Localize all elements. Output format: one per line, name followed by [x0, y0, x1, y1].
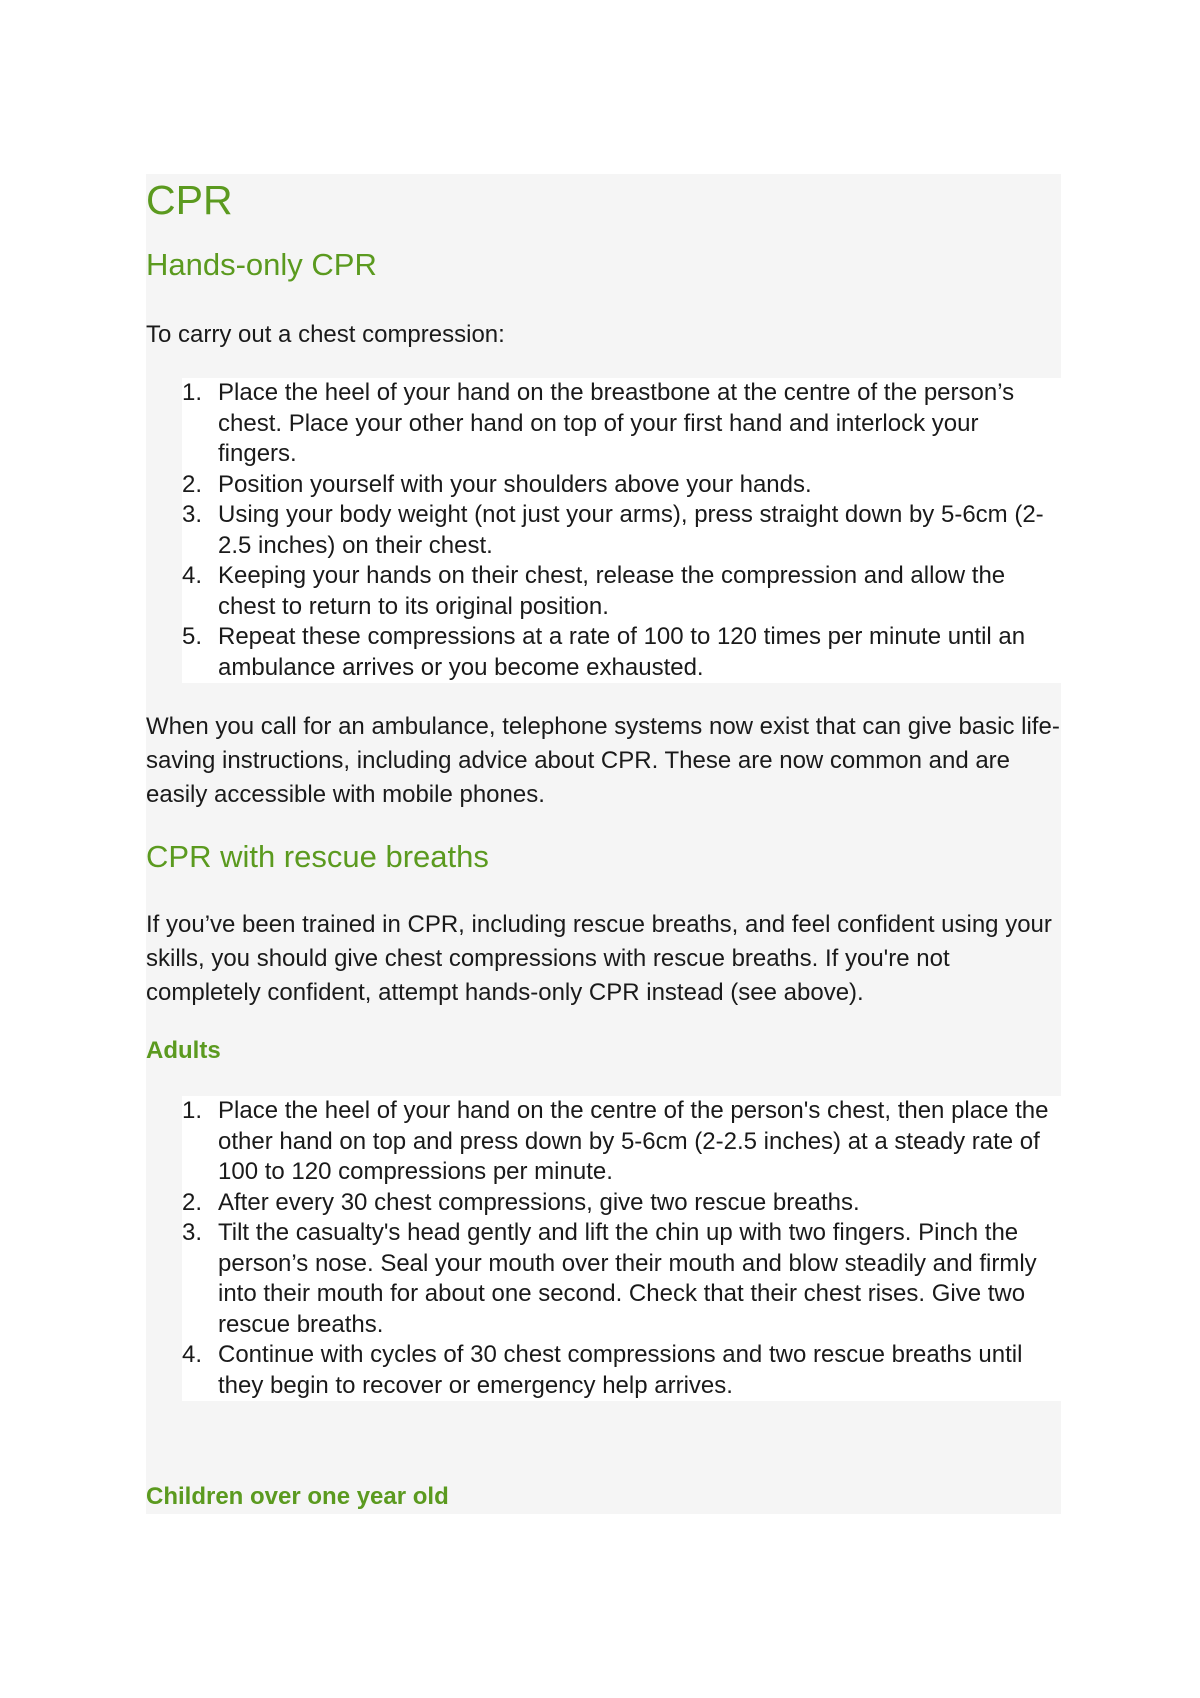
list-item: 1. Place the heel of your hand on the breastbone at the centre of the person’s chest. Place your other hand on top of your first hand and interlock your fingers. [182, 379, 1015, 467]
list-item: 1. Place the heel of your hand on the centre of the person's chest, then place the other hand on top and press down by 5-6cm (2-2.5 inches) at a steady rate of 100 to 120 compressions per minute. [182, 1097, 1049, 1185]
heading-cpr-with-rescue-breaths: CPR with rescue breaths [146, 839, 489, 874]
list-item: 2. After every 30 chest compressions, give two rescue breaths. [182, 1188, 860, 1216]
list-item: 2. Position yourself with your shoulders above your hands. [182, 470, 812, 498]
heading-adults: Adults [146, 1037, 221, 1064]
page-title: CPR [146, 177, 233, 223]
list-item: 4. Continue with cycles of 30 chest compressions and two rescue breaths until they begin to recover or emergency help arrives. [182, 1341, 1023, 1399]
list-item: 3. Tilt the casualty's head gently and lift the chin up with two fingers. Pinch the person’s nose. Seal your mouth over their mouth and blow steadily and firmly into their mouth for about one second. Check that their chest rises. Give two rescue breaths. [182, 1219, 1037, 1338]
ambulance-note: When you call for an ambulance, telephone systems now exist that can give basic life-saving instructions, including advice about CPR. These are now common and are easily accessible with mobile phones. [146, 713, 1060, 808]
list-item: 3. Using your body weight (not just your arms), press straight down by 5-6cm (2-2.5 inches) on their chest. [182, 501, 1044, 559]
rescue-breaths-intro: If you’ve been trained in CPR, including rescue breaths, and feel confident using your skills, you should give chest compressions with rescue breaths. If you're not completely confident, attempt hands-only CPR instead (see above). [146, 911, 1052, 1006]
heading-children-over-one-year-old: Children over one year old [146, 1483, 449, 1510]
document-content [146, 174, 1061, 1514]
heading-hands-only-cpr: Hands-only CPR [146, 247, 377, 282]
adults-steps [182, 1096, 1063, 1401]
hands-only-intro: To carry out a chest compression: [146, 321, 505, 348]
list-item: 4. Keeping your hands on their chest, release the compression and allow the chest to return to its original position. [182, 562, 1006, 620]
list-item: 5. Repeat these compressions at a rate of 100 to 120 times per minute until an ambulance arrives or you become exhausted. [182, 623, 1026, 681]
hands-only-steps [182, 378, 1063, 683]
